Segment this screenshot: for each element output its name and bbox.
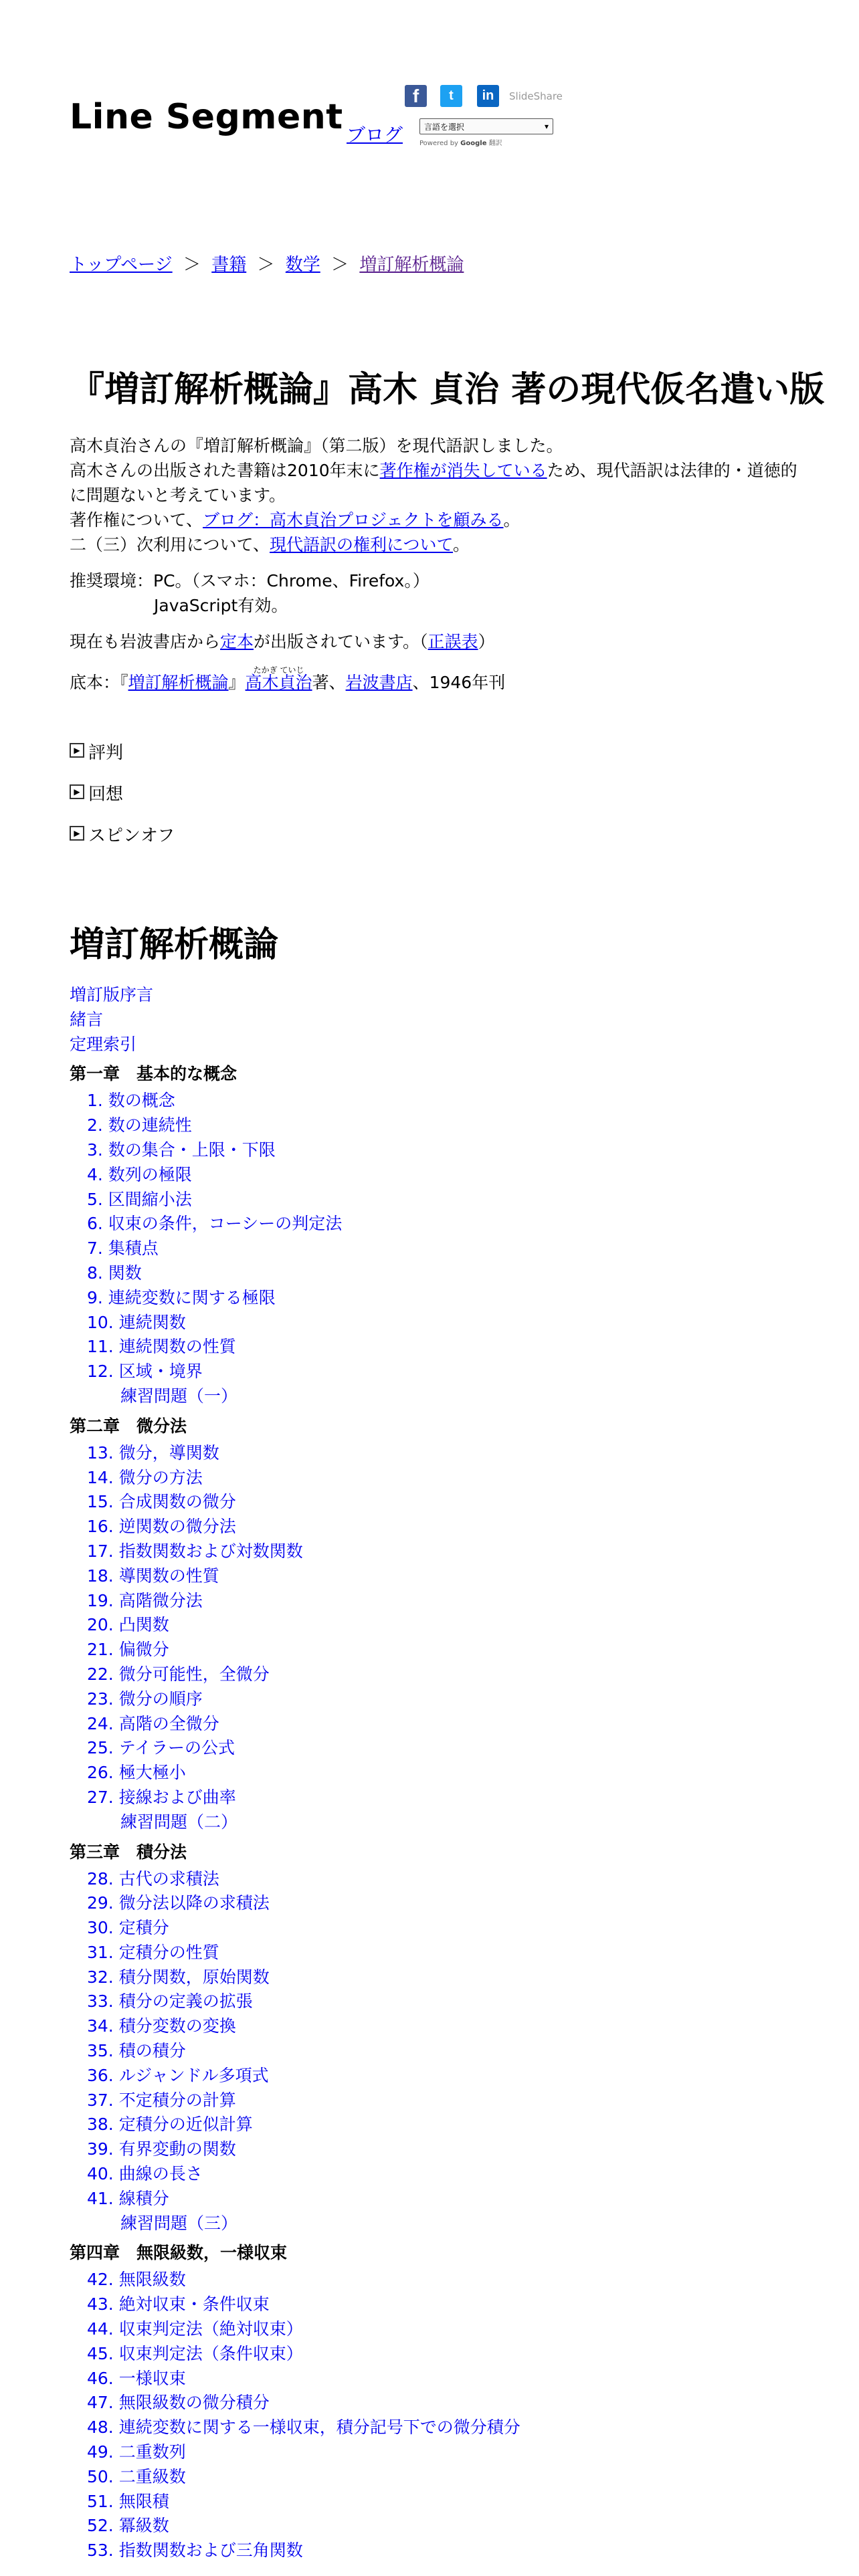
toc-front-link[interactable]: 増訂版序言 — [70, 985, 154, 1004]
toc-section-link[interactable]: 10. 連続関数 — [87, 1312, 186, 1332]
intro-text: が出版されています。（ — [254, 632, 428, 651]
toc-chapter-heading: 第二章 微分法 — [70, 1416, 187, 1436]
toc-section-link[interactable]: 34. 積分変数の変換 — [87, 2016, 236, 2036]
twitter-icon[interactable]: t — [440, 85, 462, 107]
toc-section-link[interactable]: 8. 関数 — [87, 1263, 142, 1283]
breadcrumb-math[interactable]: 数学 — [285, 255, 320, 275]
powered-by-google — [419, 137, 553, 147]
toc-section-link[interactable]: 45. 収束判定法（条件収束） — [87, 2343, 303, 2363]
toc-section-link[interactable]: 23. 微分の順序 — [87, 1689, 203, 1709]
toc-section-link[interactable]: 50. 二重級数 — [87, 2466, 186, 2486]
google-translate-widget — [419, 118, 553, 147]
toc-section-link[interactable]: 15. 合成関数の微分 — [87, 1492, 236, 1512]
toc-section-link[interactable]: 18. 導関数の性質 — [87, 1566, 219, 1586]
intro-text: ） — [478, 632, 495, 651]
page-title: 『増訂解析概論』高木 貞治 著の現代仮名遣い版 — [70, 370, 825, 410]
expand-triangle-icon: ▶ — [70, 784, 84, 799]
toc-section-link[interactable]: 5. 区間縮小法 — [87, 1189, 192, 1209]
toc-section-link[interactable]: 27. 接線および曲率 — [87, 1787, 236, 1807]
intro-text: 、1946年刊 — [412, 673, 506, 692]
toc-section-link[interactable]: 26. 極大極小 — [87, 1763, 186, 1783]
translation-rights-link[interactable]: 現代語訳の権利について — [270, 535, 454, 554]
powered-by-text: Powered by — [419, 140, 458, 147]
toc-section-link[interactable]: 16. 逆関数の微分法 — [87, 1517, 236, 1537]
source-note — [70, 665, 799, 695]
intro-text: 』 — [228, 673, 246, 692]
toc-section-link[interactable]: 9. 連続変数に関する極限 — [87, 1287, 276, 1307]
blog-project-link[interactable]: ブログ：高木貞治プロジェクトを顧みる — [203, 510, 504, 530]
toc-section-link[interactable]: 24. 高階の全微分 — [87, 1713, 219, 1733]
toc-section-link[interactable]: 49. 二重数列 — [87, 2442, 186, 2462]
toc-section-link[interactable]: 19. 高階微分法 — [87, 1590, 203, 1610]
intro-text: 底本：『 — [70, 673, 128, 692]
chevron-down-icon: ▾ — [544, 122, 549, 131]
intro-text: 著作権について、 — [70, 510, 203, 530]
toc-chapter-heading: 第四章 無限級数，一様収束 — [70, 2243, 288, 2263]
toc-section-link[interactable]: 51. 無限積 — [87, 2491, 169, 2511]
toc-section-link[interactable]: 36. ルジャンドル多項式 — [87, 2065, 269, 2085]
toc-section-link[interactable]: 6. 収束の条件，コーシーの判定法 — [87, 1214, 343, 1234]
toc-section-link[interactable]: 13. 微分，導関数 — [87, 1442, 219, 1463]
toc-section-link[interactable]: 35. 積の積分 — [87, 2041, 186, 2061]
breadcrumb-separator: ＞ — [257, 255, 275, 275]
details-reputation[interactable] — [70, 739, 175, 780]
breadcrumb-current[interactable]: 増訂解析概論 — [359, 255, 464, 275]
toc-section-link[interactable]: 46. 一様収束 — [87, 2368, 186, 2388]
facebook-icon[interactable]: f — [405, 85, 427, 107]
toc-title: 増訂解析概論 — [70, 925, 279, 965]
toc-section-link[interactable]: 25. テイラーの公式 — [87, 1738, 235, 1758]
intro-text: 現在も岩波書店から — [70, 632, 221, 651]
details-label: 評判 — [88, 743, 124, 763]
linkedin-icon[interactable]: in — [477, 85, 499, 107]
breadcrumb — [70, 251, 464, 276]
toc-chapter-heading: 第三章 積分法 — [70, 1842, 187, 1862]
teihon-link[interactable]: 定本 — [220, 632, 254, 651]
intro-text: 。 — [453, 535, 470, 554]
toc-section-link[interactable]: 29. 微分法以降の求積法 — [87, 1893, 270, 1913]
translate-link[interactable]: 翻訳 — [488, 140, 502, 147]
expand-triangle-icon: ▶ — [70, 743, 84, 758]
google-logo-text: Google — [460, 140, 487, 147]
author-ruby-reading: たかぎ ていじ — [253, 665, 304, 675]
toc-section-link[interactable]: 33. 積分の定義の拡張 — [87, 1992, 253, 2012]
details-memoir[interactable] — [70, 780, 175, 822]
toc-section-link[interactable]: 42. 無限級数 — [87, 2270, 186, 2290]
details-spinoff[interactable] — [70, 822, 175, 863]
source-book-link[interactable]: 増訂解析概論 — [128, 673, 229, 692]
details-label: スピンオフ — [88, 826, 175, 846]
copyright-expired-link[interactable]: 著作権が消失している — [379, 461, 547, 480]
toc-section-link[interactable]: 14. 微分の方法 — [87, 1467, 203, 1487]
breadcrumb-top[interactable]: トップページ — [70, 255, 173, 275]
language-select-label: 言語を選択 — [424, 122, 465, 132]
blog-link[interactable]: ブログ — [347, 124, 403, 146]
toc-section-link[interactable]: 3. 数の集合・上限・下限 — [87, 1140, 276, 1160]
site-logo[interactable]: Line Segment — [70, 97, 343, 137]
toc-section-link[interactable]: 7. 集積点 — [87, 1239, 159, 1259]
toc-section-link[interactable]: 40. 曲線の長さ — [87, 2164, 203, 2184]
intro-text: 高木さんの出版された書籍は2010年末に — [70, 461, 380, 480]
table-of-contents — [70, 983, 805, 2563]
environment-note — [70, 568, 799, 618]
toc-section-link[interactable]: 38. 定積分の近似計算 — [87, 2115, 253, 2135]
expand-triangle-icon: ▶ — [70, 826, 84, 841]
details-label: 回想 — [88, 784, 124, 804]
intro-section — [70, 433, 799, 706]
intro-line: 高木貞治さんの『増訂解析概論』（第二版）を現代語訳しました。 — [70, 436, 563, 455]
toc-section-link[interactable]: 31. 定積分の性質 — [87, 1942, 219, 1962]
toc-exercise-link[interactable]: 練習問題（三） — [120, 2213, 238, 2233]
toc-section-link[interactable]: 30. 定積分 — [87, 1918, 169, 1938]
toc-exercise-link[interactable]: 練習問題（一） — [120, 1386, 238, 1406]
toc-section-link[interactable]: 39. 有界変動の関数 — [87, 2139, 236, 2159]
language-select[interactable] — [419, 118, 553, 134]
publisher-link[interactable]: 岩波書店 — [345, 673, 413, 692]
toc-section-link[interactable]: 32. 積分関数，原始関数 — [87, 1967, 270, 1987]
toc-front-link[interactable]: 定理索引 — [70, 1034, 137, 1054]
errata-link[interactable]: 正誤表 — [427, 632, 478, 651]
toc-section-link[interactable]: 44. 収束判定法（絶対収束） — [87, 2319, 303, 2339]
toc-section-link[interactable]: 52. 冪級数 — [87, 2516, 169, 2536]
toc-section-link[interactable]: 47. 無限級数の微分積分 — [87, 2393, 270, 2413]
toc-section-link[interactable]: 2. 数の連続性 — [87, 1115, 192, 1136]
intro-text: 著、 — [312, 673, 346, 692]
intro-paragraph — [70, 433, 799, 557]
toc-section-link[interactable]: 20. 凸関数 — [87, 1615, 169, 1635]
toc-section-link[interactable]: 41. 線積分 — [87, 2188, 169, 2208]
social-share-bar — [405, 85, 563, 107]
environment-line: JavaScript有効。 — [154, 596, 288, 615]
breadcrumb-books[interactable]: 書籍 — [211, 255, 247, 275]
author-ruby — [245, 665, 312, 695]
toc-section-link[interactable]: 4. 数列の極限 — [87, 1164, 192, 1184]
intro-text: ため、現代語訳は法律的・道徳的に問題ないと考えています。 — [70, 461, 797, 505]
toc-section-link[interactable]: 21. 偏微分 — [87, 1640, 169, 1660]
slideshare-link[interactable]: SlideShare — [509, 90, 563, 102]
toc-section-link[interactable]: 53. 指数関数および三角関数 — [87, 2541, 303, 2561]
toc-front-link[interactable]: 緒言 — [70, 1009, 104, 1029]
breadcrumb-separator: ＞ — [331, 255, 349, 275]
environment-line: 推奨環境：PC。（スマホ：Chrome、Firefox。） — [70, 571, 430, 591]
toc-section-link[interactable]: 12. 区域・境界 — [87, 1362, 203, 1382]
toc-chapter-heading: 第一章 基本的な概念 — [70, 1064, 237, 1084]
toc-section-link[interactable]: 22. 微分可能性，全微分 — [87, 1664, 270, 1684]
toc-section-link[interactable]: 1. 数の概念 — [87, 1091, 175, 1111]
details-list — [70, 739, 175, 863]
toc-section-link[interactable]: 37. 不定積分の計算 — [87, 2090, 236, 2110]
author-link[interactable]: 高木貞治 — [245, 673, 312, 692]
toc-section-link[interactable]: 17. 指数関数および対数関数 — [87, 1541, 303, 1561]
intro-text: 二（三）次利用について、 — [70, 535, 270, 554]
intro-text: 。 — [503, 510, 520, 530]
toc-section-link[interactable]: 43. 絶対収束・条件収束 — [87, 2294, 270, 2315]
iwanami-note — [70, 629, 799, 654]
breadcrumb-separator: ＞ — [183, 255, 201, 275]
toc-section-link[interactable]: 28. 古代の求積法 — [87, 1868, 219, 1889]
toc-section-link[interactable]: 11. 連続関数の性質 — [87, 1337, 236, 1357]
toc-section-link[interactable]: 48. 連続変数に関する一様収束，積分記号下での微分積分 — [87, 2418, 520, 2438]
toc-exercise-link[interactable]: 練習問題（二） — [120, 1812, 238, 1832]
